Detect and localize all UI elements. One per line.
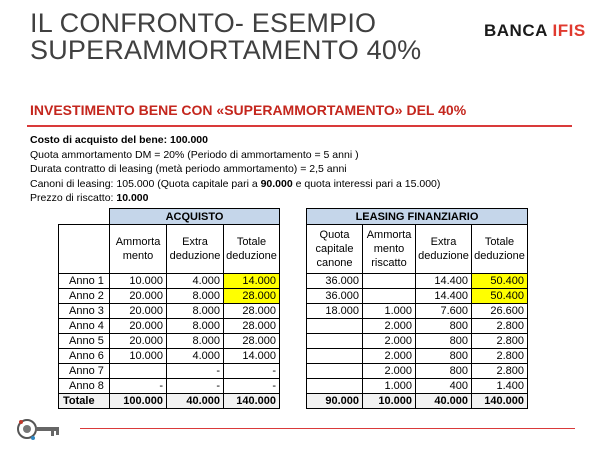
table-cell [307, 379, 363, 394]
table-cell: Anno 4 [59, 319, 110, 334]
table-cell: Anno 5 [59, 334, 110, 349]
table-cell: 36.000 [307, 289, 363, 304]
table-cell: - [110, 379, 167, 394]
table-row [307, 334, 528, 349]
table-row [307, 379, 528, 394]
table-cell: 400 [416, 379, 472, 394]
table-cell: 28.000 [224, 319, 280, 334]
table-cell: Anno 3 [59, 304, 110, 319]
slide-subtitle: INVESTIMENTO BENE CON «SUPERAMMORTAMENTO» DEL 40% [30, 102, 467, 118]
col-quota-capitale: Quota capitale canone [307, 225, 363, 274]
table-cell: 10.000 [110, 274, 167, 289]
table-cell: 2.800 [472, 319, 528, 334]
keys-icon [15, 414, 65, 444]
table-cell [307, 334, 363, 349]
table-row [59, 334, 280, 349]
table-cell: - [167, 379, 224, 394]
table-cell: Anno 1 [59, 274, 110, 289]
table-row [59, 379, 280, 394]
year-column-header [59, 225, 110, 274]
table-cell: 14.000 [224, 349, 280, 364]
col-extra-deduzione: Extra deduzione [416, 225, 472, 274]
table-cell [363, 289, 416, 304]
acquisto-total-row: Totale 100.000 40.000 140.000 [59, 394, 280, 409]
footer-divider [80, 428, 575, 429]
logo-ifis-text: IFIS [552, 21, 586, 40]
table-cell: 2.000 [363, 319, 416, 334]
col-totale-deduzione: Totale deduzione [224, 225, 280, 274]
table-cell [307, 349, 363, 364]
table-cell [307, 364, 363, 379]
slide-title [30, 10, 421, 64]
table-row [307, 289, 528, 304]
table-cell: 8.000 [167, 319, 224, 334]
table-cell: 20.000 [110, 289, 167, 304]
table-cell: 1.400 [472, 379, 528, 394]
table-cell: 800 [416, 349, 472, 364]
info-duration: Durata contratto di leasing (metà periodo ammortamento) = 2,5 anni [30, 163, 347, 176]
table-cell [363, 274, 416, 289]
table-cell: 26.600 [472, 304, 528, 319]
table-cell: 20.000 [110, 334, 167, 349]
table-cell: 800 [416, 319, 472, 334]
table-cell: 50.400 [472, 289, 528, 304]
table-row [307, 304, 528, 319]
table-cell: 18.000 [307, 304, 363, 319]
table-cell: 1.000 [363, 304, 416, 319]
table-row [59, 289, 280, 304]
table-cell: 2.800 [472, 364, 528, 379]
table-row [307, 319, 528, 334]
table-cell: 20.000 [110, 319, 167, 334]
table-cell: 8.000 [167, 289, 224, 304]
table-cell [307, 319, 363, 334]
table-row [59, 349, 280, 364]
table-cell: 2.800 [472, 349, 528, 364]
table-cell: 28.000 [224, 289, 280, 304]
col-ammortamento-riscatto: Ammorta mento riscatto [363, 225, 416, 274]
table-row [59, 364, 280, 379]
leasing-header: LEASING FINANZIARIO [307, 209, 528, 225]
table-cell: 7.600 [416, 304, 472, 319]
table-row [307, 364, 528, 379]
leasing-table [306, 208, 528, 409]
leasing-total-row: 90.000 10.000 40.000 140.000 [307, 394, 528, 409]
table-cell: Anno 6 [59, 349, 110, 364]
logo-banca-text: BANCA [484, 21, 548, 40]
table-cell: 8.000 [167, 334, 224, 349]
acquisto-header: ACQUISTO [110, 209, 280, 225]
table-cell: 2.000 [363, 349, 416, 364]
table-cell: 14.000 [224, 274, 280, 289]
table-cell: 14.400 [416, 274, 472, 289]
table-cell: Anno 7 [59, 364, 110, 379]
info-redemption-price: Prezzo di riscatto: 10.000 [30, 192, 149, 205]
info-amortization: Quota ammortamento DM = 20% (Periodo di ammortamento = 5 anni ) [30, 148, 359, 161]
table-cell: 2.000 [363, 364, 416, 379]
slide-title-line1: IL CONFRONTO- ESEMPIO [30, 8, 377, 38]
acquisto-table [58, 208, 280, 409]
col-totale-deduzione: Totale deduzione [472, 225, 528, 274]
table-row [59, 274, 280, 289]
table-cell [110, 364, 167, 379]
table-cell: 14.400 [416, 289, 472, 304]
investment-info [30, 133, 440, 206]
table-cell: 10.000 [110, 349, 167, 364]
table-row [307, 349, 528, 364]
banca-ifis-logo [484, 21, 586, 41]
table-row [59, 304, 280, 319]
table-cell: 50.400 [472, 274, 528, 289]
table-cell: 2.000 [363, 334, 416, 349]
table-cell: 28.000 [224, 304, 280, 319]
table-cell: 8.000 [167, 304, 224, 319]
table-cell: - [224, 364, 280, 379]
table-row [59, 319, 280, 334]
table-cell: 800 [416, 364, 472, 379]
col-extra-deduzione: Extra deduzione [167, 225, 224, 274]
table-cell: 800 [416, 334, 472, 349]
col-ammortamento: Ammorta mento [110, 225, 167, 274]
table-cell: 36.000 [307, 274, 363, 289]
table-cell: - [167, 364, 224, 379]
table-cell: 2.800 [472, 334, 528, 349]
info-cost: Costo di acquisto del bene: 100.000 [30, 134, 208, 146]
subtitle-divider [27, 125, 572, 127]
info-lease-fees: Canoni di leasing: 105.000 (Quota capitale pari a 90.000 e quota interessi pari a 15.000) [30, 177, 441, 190]
slide-title-line2: SUPERAMMORTAMENTO 40% [30, 35, 422, 65]
table-cell: Anno 2 [59, 289, 110, 304]
table-cell: - [224, 379, 280, 394]
table-cell: Anno 8 [59, 379, 110, 394]
table-cell: 1.000 [363, 379, 416, 394]
table-cell: 4.000 [167, 349, 224, 364]
table-cell: 4.000 [167, 274, 224, 289]
table-cell: 28.000 [224, 334, 280, 349]
table-row [307, 274, 528, 289]
table-cell: 20.000 [110, 304, 167, 319]
